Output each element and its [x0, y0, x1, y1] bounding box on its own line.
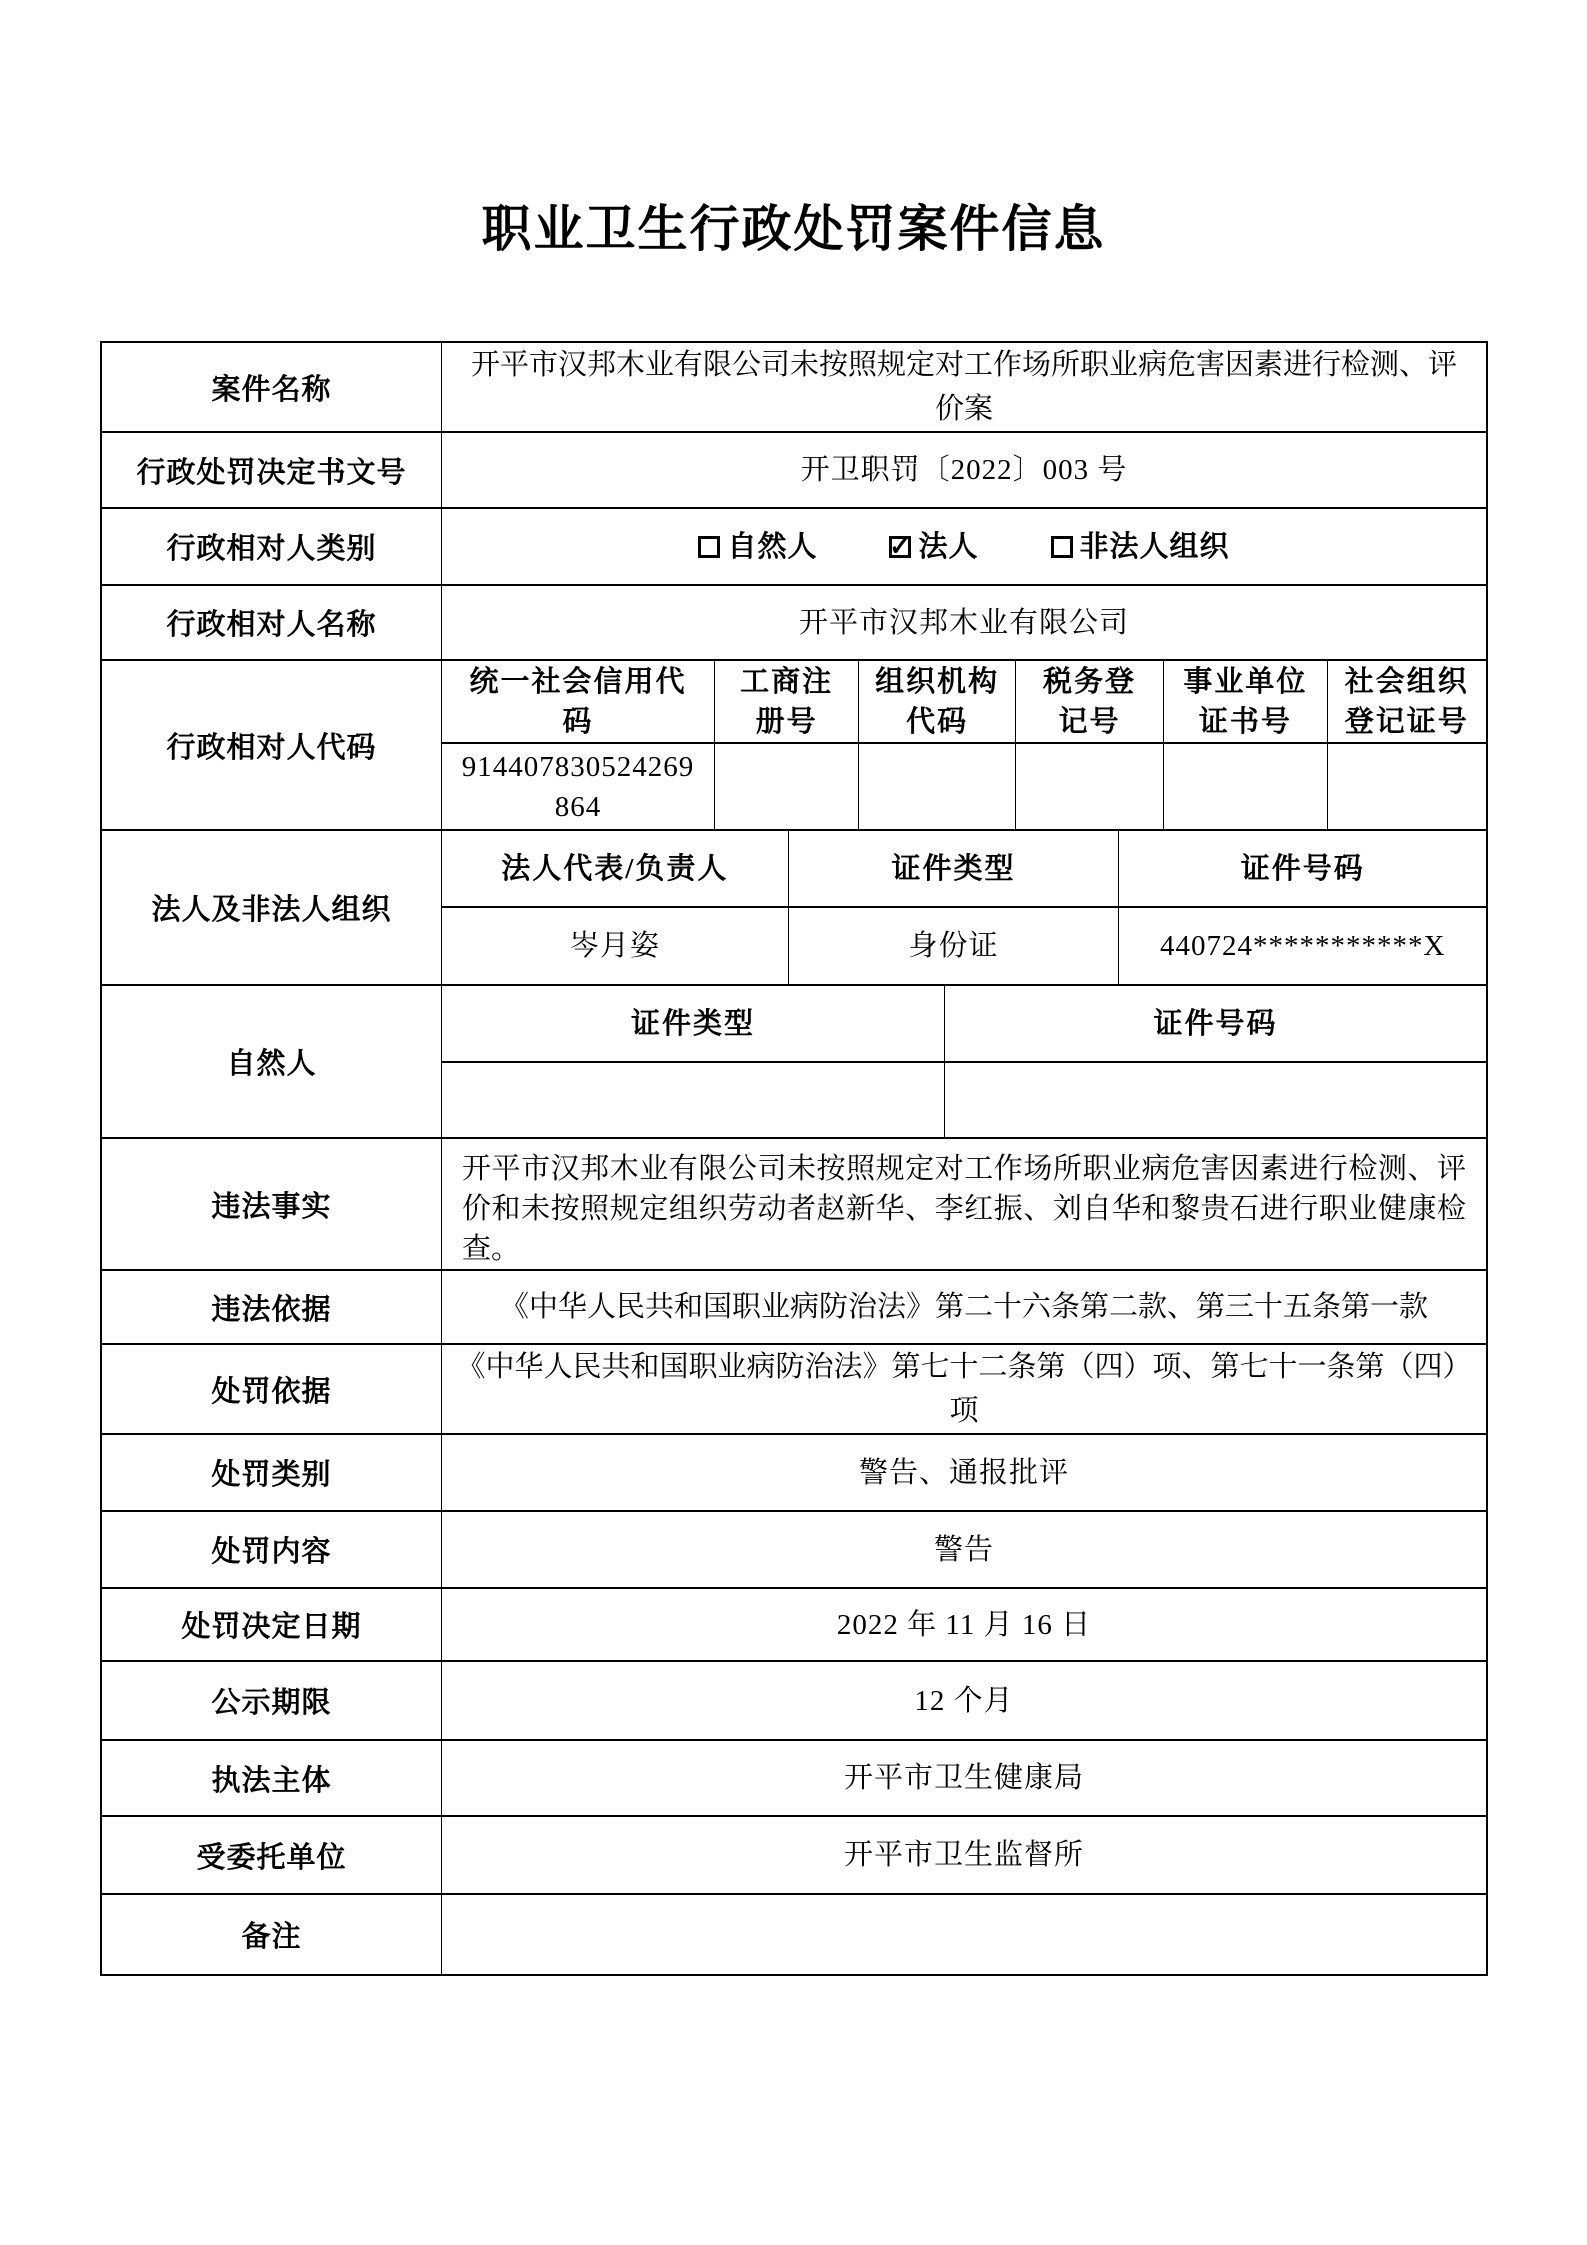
code-header-institution-cert: 事业单位证书号 [1163, 661, 1326, 744]
row-case-name [102, 343, 1486, 433]
checkbox-label: 非法人组织 [1079, 530, 1230, 563]
party-category-label: 行政相对人类别 [102, 509, 442, 584]
party-codes-label: 行政相对人代码 [102, 661, 442, 829]
penalty-basis-value: 《中华人民共和国职业病防治法》第七十二条第（四）项、第七十一条第（四）项 [456, 1351, 1472, 1427]
illegal-facts-value [442, 1139, 1486, 1269]
row-decision-date [102, 1589, 1486, 1662]
legal-rep-value: 岑月姿 [569, 930, 660, 962]
remarks-value [442, 1895, 1486, 1974]
entrusted-unit-value: 开平市卫生监督所 [843, 1839, 1084, 1871]
checkbox-icon [1051, 536, 1073, 558]
row-penalty-basis [102, 1345, 1486, 1435]
legal-id-number-value: 440724***********X [1118, 908, 1486, 984]
entrusted-unit-label: 受委托单位 [102, 1817, 442, 1893]
violation-basis-value: 《中华人民共和国职业病防治法》第二十六条第二款、第三十五条第一款 [499, 1291, 1428, 1323]
natural-person-label: 自然人 [102, 986, 442, 1137]
legal-id-number-header: 证件号码 [1118, 831, 1486, 908]
penalty-category-value: 警告、通报批评 [858, 1456, 1069, 1489]
case-name-value: 开平市汉邦木业有限公司未按照规定对工作场所职业病危害因素进行检测、评价案 [470, 349, 1457, 425]
case-name-label: 案件名称 [102, 343, 442, 431]
natural-id-number-header: 证件号码 [944, 986, 1486, 1063]
row-party-name [102, 586, 1486, 661]
natural-id-type-header: 证件类型 [442, 986, 944, 1063]
row-entrusted-unit [102, 1817, 1486, 1895]
row-violation-basis [102, 1271, 1486, 1345]
party-category-option-natural-person [698, 527, 817, 567]
publicity-period-label: 公示期限 [102, 1662, 442, 1739]
row-party-codes [102, 661, 1486, 831]
enforcement-authority-label: 执法主体 [102, 1741, 442, 1815]
checkbox-checked-icon: ✓ [889, 531, 912, 561]
row-publicity-period [102, 1662, 1486, 1741]
row-remarks [102, 1895, 1486, 1974]
natural-person-grid [442, 986, 1486, 1137]
decision-date-label: 处罚决定日期 [102, 1589, 442, 1660]
natural-id-type-value [442, 1063, 944, 1137]
code-value-org-code [858, 744, 1014, 829]
penalty-content-value: 警告 [933, 1533, 994, 1566]
party-name-label: 行政相对人名称 [102, 586, 442, 659]
illegal-facts-label: 违法事实 [102, 1139, 442, 1269]
checkbox-icon [698, 536, 720, 558]
penalty-category-label: 处罚类别 [102, 1435, 442, 1510]
party-category-options [442, 509, 1486, 584]
violation-basis-label: 违法依据 [102, 1271, 442, 1343]
row-legal-person [102, 831, 1486, 986]
party-category-option-legal-person [889, 527, 978, 567]
row-enforcement-authority [102, 1741, 1486, 1817]
legal-rep-header: 法人代表/负责人 [442, 831, 788, 908]
code-header-business-reg: 工商注册号 [714, 661, 858, 744]
code-header-social-org-cert: 社会组织登记证号 [1327, 661, 1486, 744]
code-header-tax-reg: 税务登记号 [1015, 661, 1163, 744]
page-title: 职业卫生行政处罚案件信息 [481, 201, 1106, 257]
code-value-tax-reg [1015, 744, 1163, 829]
checkbox-label: 自然人 [727, 530, 818, 563]
row-party-category [102, 509, 1486, 586]
case-info-table [100, 341, 1488, 1976]
legal-id-type-header: 证件类型 [788, 831, 1119, 908]
party-category-option-unincorporated [1051, 527, 1230, 567]
publicity-period-value: 12 个月 [914, 1684, 1014, 1717]
natural-id-number-value [944, 1063, 1486, 1137]
row-penalty-content [102, 1512, 1486, 1589]
row-decision-number [102, 433, 1486, 509]
legal-id-type-value: 身份证 [788, 908, 1119, 984]
row-natural-person [102, 986, 1486, 1139]
legal-person-label: 法人及非法人组织 [102, 831, 442, 984]
penalty-basis-label: 处罚依据 [102, 1345, 442, 1433]
illegal-facts-text: 开平市汉邦木业有限公司未按照规定对工作场所职业病危害因素进行检测、评价和未按照规定组织劳动者赵新华、李红振、刘自华和黎贵石进行职业健康检查。 [462, 1153, 1466, 1265]
legal-person-grid [442, 831, 1486, 984]
code-header-org-code: 组织机构代码 [858, 661, 1014, 744]
penalty-content-label: 处罚内容 [102, 1512, 442, 1587]
code-header-uscc: 统一社会信用代码 [442, 661, 714, 744]
decision-number-label: 行政处罚决定书文号 [102, 433, 442, 507]
decision-number-value: 开卫职罚〔2022〕003 号 [800, 454, 1128, 486]
checkbox-label: 法人 [918, 530, 979, 563]
decision-date-value: 2022 年 11 月 16 日 [836, 1608, 1092, 1641]
remarks-label: 备注 [102, 1895, 442, 1974]
row-illegal-facts [102, 1139, 1486, 1271]
code-value-institution-cert [1163, 744, 1326, 829]
row-penalty-category [102, 1435, 1486, 1512]
enforcement-authority-value: 开平市卫生健康局 [843, 1762, 1084, 1794]
code-value-uscc: 914407830524269864 [461, 750, 695, 823]
party-codes-grid [442, 661, 1486, 829]
code-value-social-org-cert [1327, 744, 1486, 829]
code-value-business-reg [714, 744, 858, 829]
party-name-value: 开平市汉邦木业有限公司 [798, 606, 1129, 639]
